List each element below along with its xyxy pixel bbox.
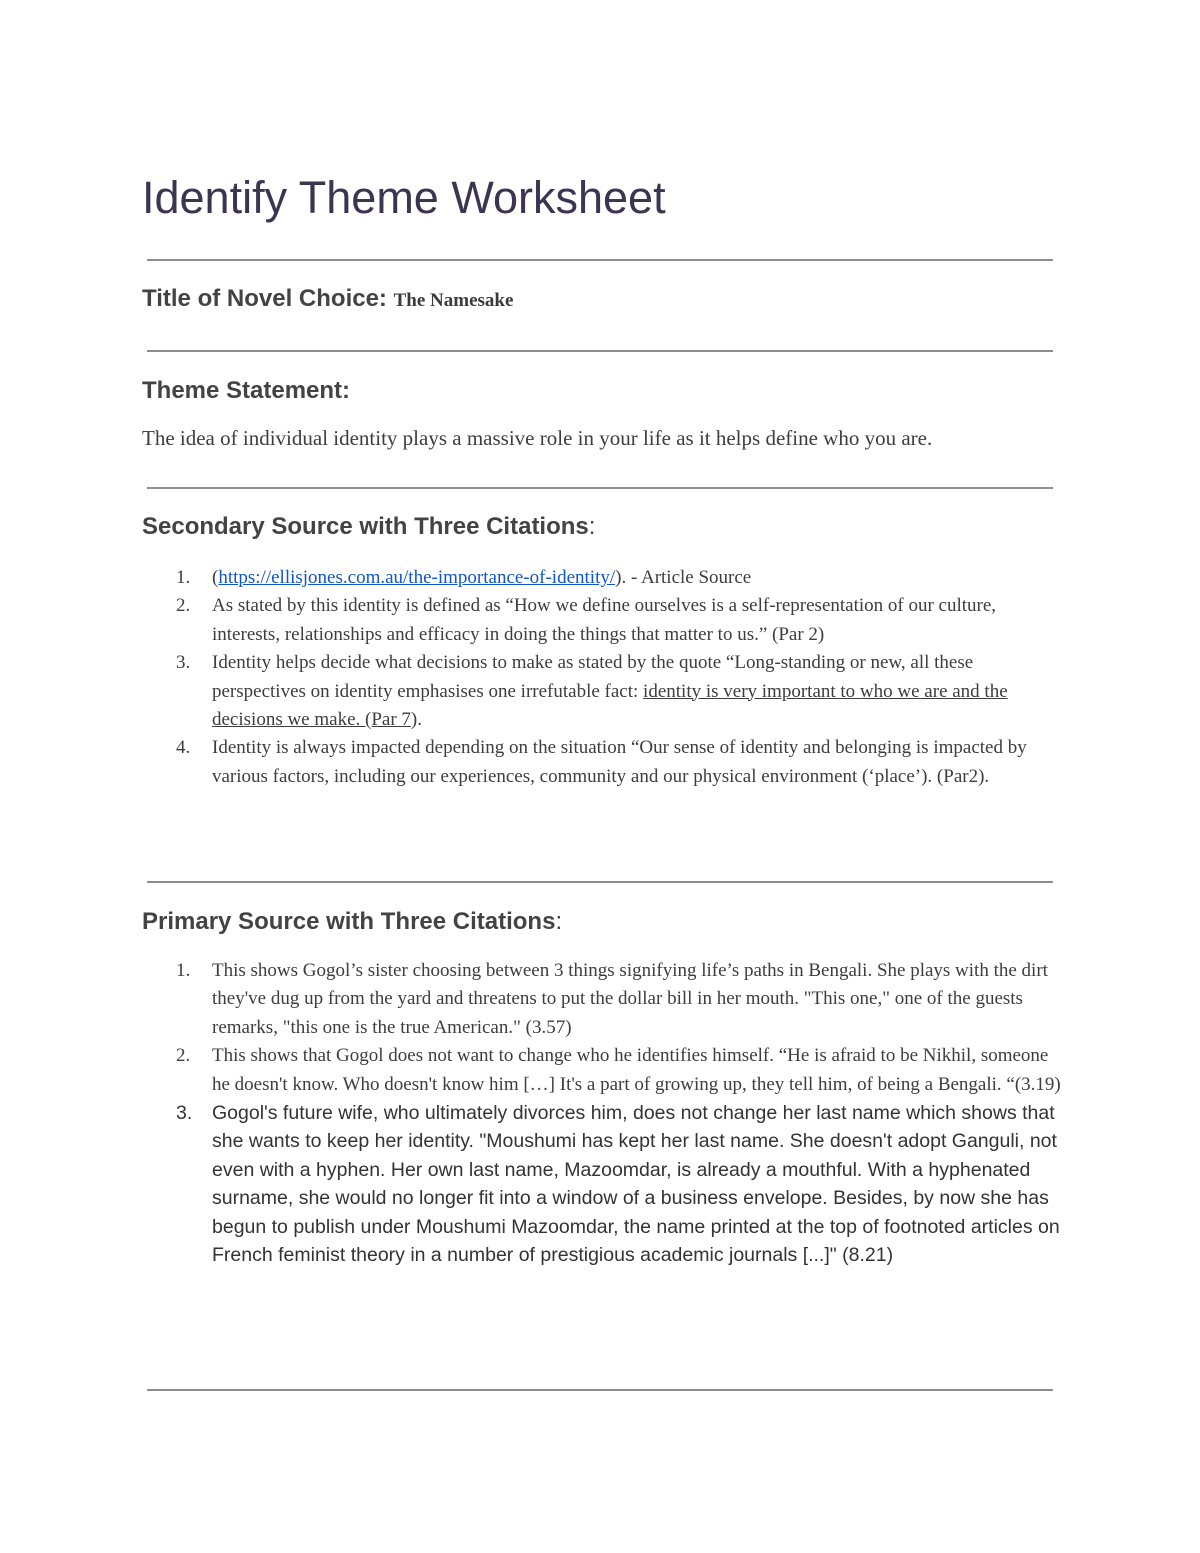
secondary-source-heading-text: Secondary Source with Three Citations — [142, 513, 589, 540]
divider — [147, 259, 1053, 261]
citation-text: This shows that Gogol does not want to change who he identifies himself. “He is afraid to be Nikhil, someone he doesn't know. Who doesn't know him […] It's a part of growing up, they tell him, of being a Bengali. “(3.19) — [212, 1045, 1061, 1095]
underlined-quote: identity is very important to who we are and the decisions we make. (Par 7 — [212, 680, 1008, 731]
list-item — [142, 1099, 1062, 1269]
primary-source-heading — [142, 908, 562, 936]
novel-title-field — [142, 285, 513, 313]
citation-text: Identity is always impacted depending on the situation “Our sense of identity and belonging is impacted by various factors, including our experiences, community and our physical environment (‘place’). (Par2). — [212, 737, 1027, 787]
primary-source-heading-text: Primary Source with Three Citations — [142, 908, 556, 935]
list-number: 3. — [176, 1102, 193, 1125]
list-item — [142, 649, 1062, 734]
list-item — [142, 564, 1062, 592]
secondary-citations-list — [142, 564, 1062, 791]
list-item — [142, 592, 1062, 649]
citation-text: ). - Article Source — [615, 567, 752, 588]
list-item — [142, 957, 1062, 1042]
article-link[interactable]: https://ellisjones.com.au/the-importance-of-identity/ — [218, 567, 616, 588]
list-number: 1. — [176, 960, 191, 981]
page-title: Identify Theme Worksheet — [142, 172, 666, 223]
list-number: 2. — [176, 1045, 191, 1067]
secondary-source-heading-colon: : — [588, 513, 596, 540]
novel-title-label: Title of Novel Choice: — [142, 285, 387, 312]
theme-statement-heading: Theme Statement: — [142, 377, 351, 404]
citation-open-paren: ( — [212, 567, 219, 588]
list-number: 2. — [176, 595, 191, 617]
divider — [147, 487, 1053, 489]
theme-statement-text: The idea of individual identity plays a massive role in your life as it helps define who you are. — [142, 426, 933, 450]
divider — [147, 350, 1053, 352]
primary-source-heading-colon: : — [555, 908, 563, 935]
divider — [147, 881, 1053, 883]
citation-text: As stated by this identity is defined as “How we define ourselves is a self-representation of our culture, interests, relationships and efficacy in doing the things that matter to us.” (Par 2) — [212, 595, 997, 645]
novel-title-value: The Namesake — [393, 290, 514, 311]
list-item — [142, 1042, 1062, 1099]
citation-text-end: ). — [410, 709, 422, 731]
citation-text: Gogol's future wife, who ultimately divorces him, does not change her last name which shows that she wants to keep her identity. "Moushumi has kept her last name. She doesn't adopt Ganguli, not even with a hyphen. Her own last name, Mazoomdar, is already a mouthful. With a hyphenated surname, she would no longer fit into a window of a business envelope. Besides, by now she has begun to publish under Moushumi Mazoomdar, the name printed at the top of footnoted articles on French feminist theory in a number of prestigious academic journals [...]" (8.21) — [212, 1102, 1060, 1267]
primary-citations-list — [142, 957, 1062, 1269]
citation-text: Identity helps decide what decisions to make as stated by the quote “Long-standing or new, all these perspectives on identity emphasises one irrefutable fact: — [212, 652, 974, 702]
secondary-source-heading — [142, 513, 595, 541]
list-item — [142, 734, 1062, 791]
list-number: 4. — [176, 737, 191, 759]
divider — [147, 1389, 1053, 1391]
list-number: 3. — [176, 652, 191, 674]
citation-text: This shows Gogol’s sister choosing between 3 things signifying life’s paths in Bengali. She plays with the dirt they've dug up from the yard and threatens to put the dollar bill in her mouth. "This one," one of the guests remarks, "this one is the true American." (3.57) — [212, 960, 1048, 1038]
list-number: 1. — [176, 567, 191, 588]
